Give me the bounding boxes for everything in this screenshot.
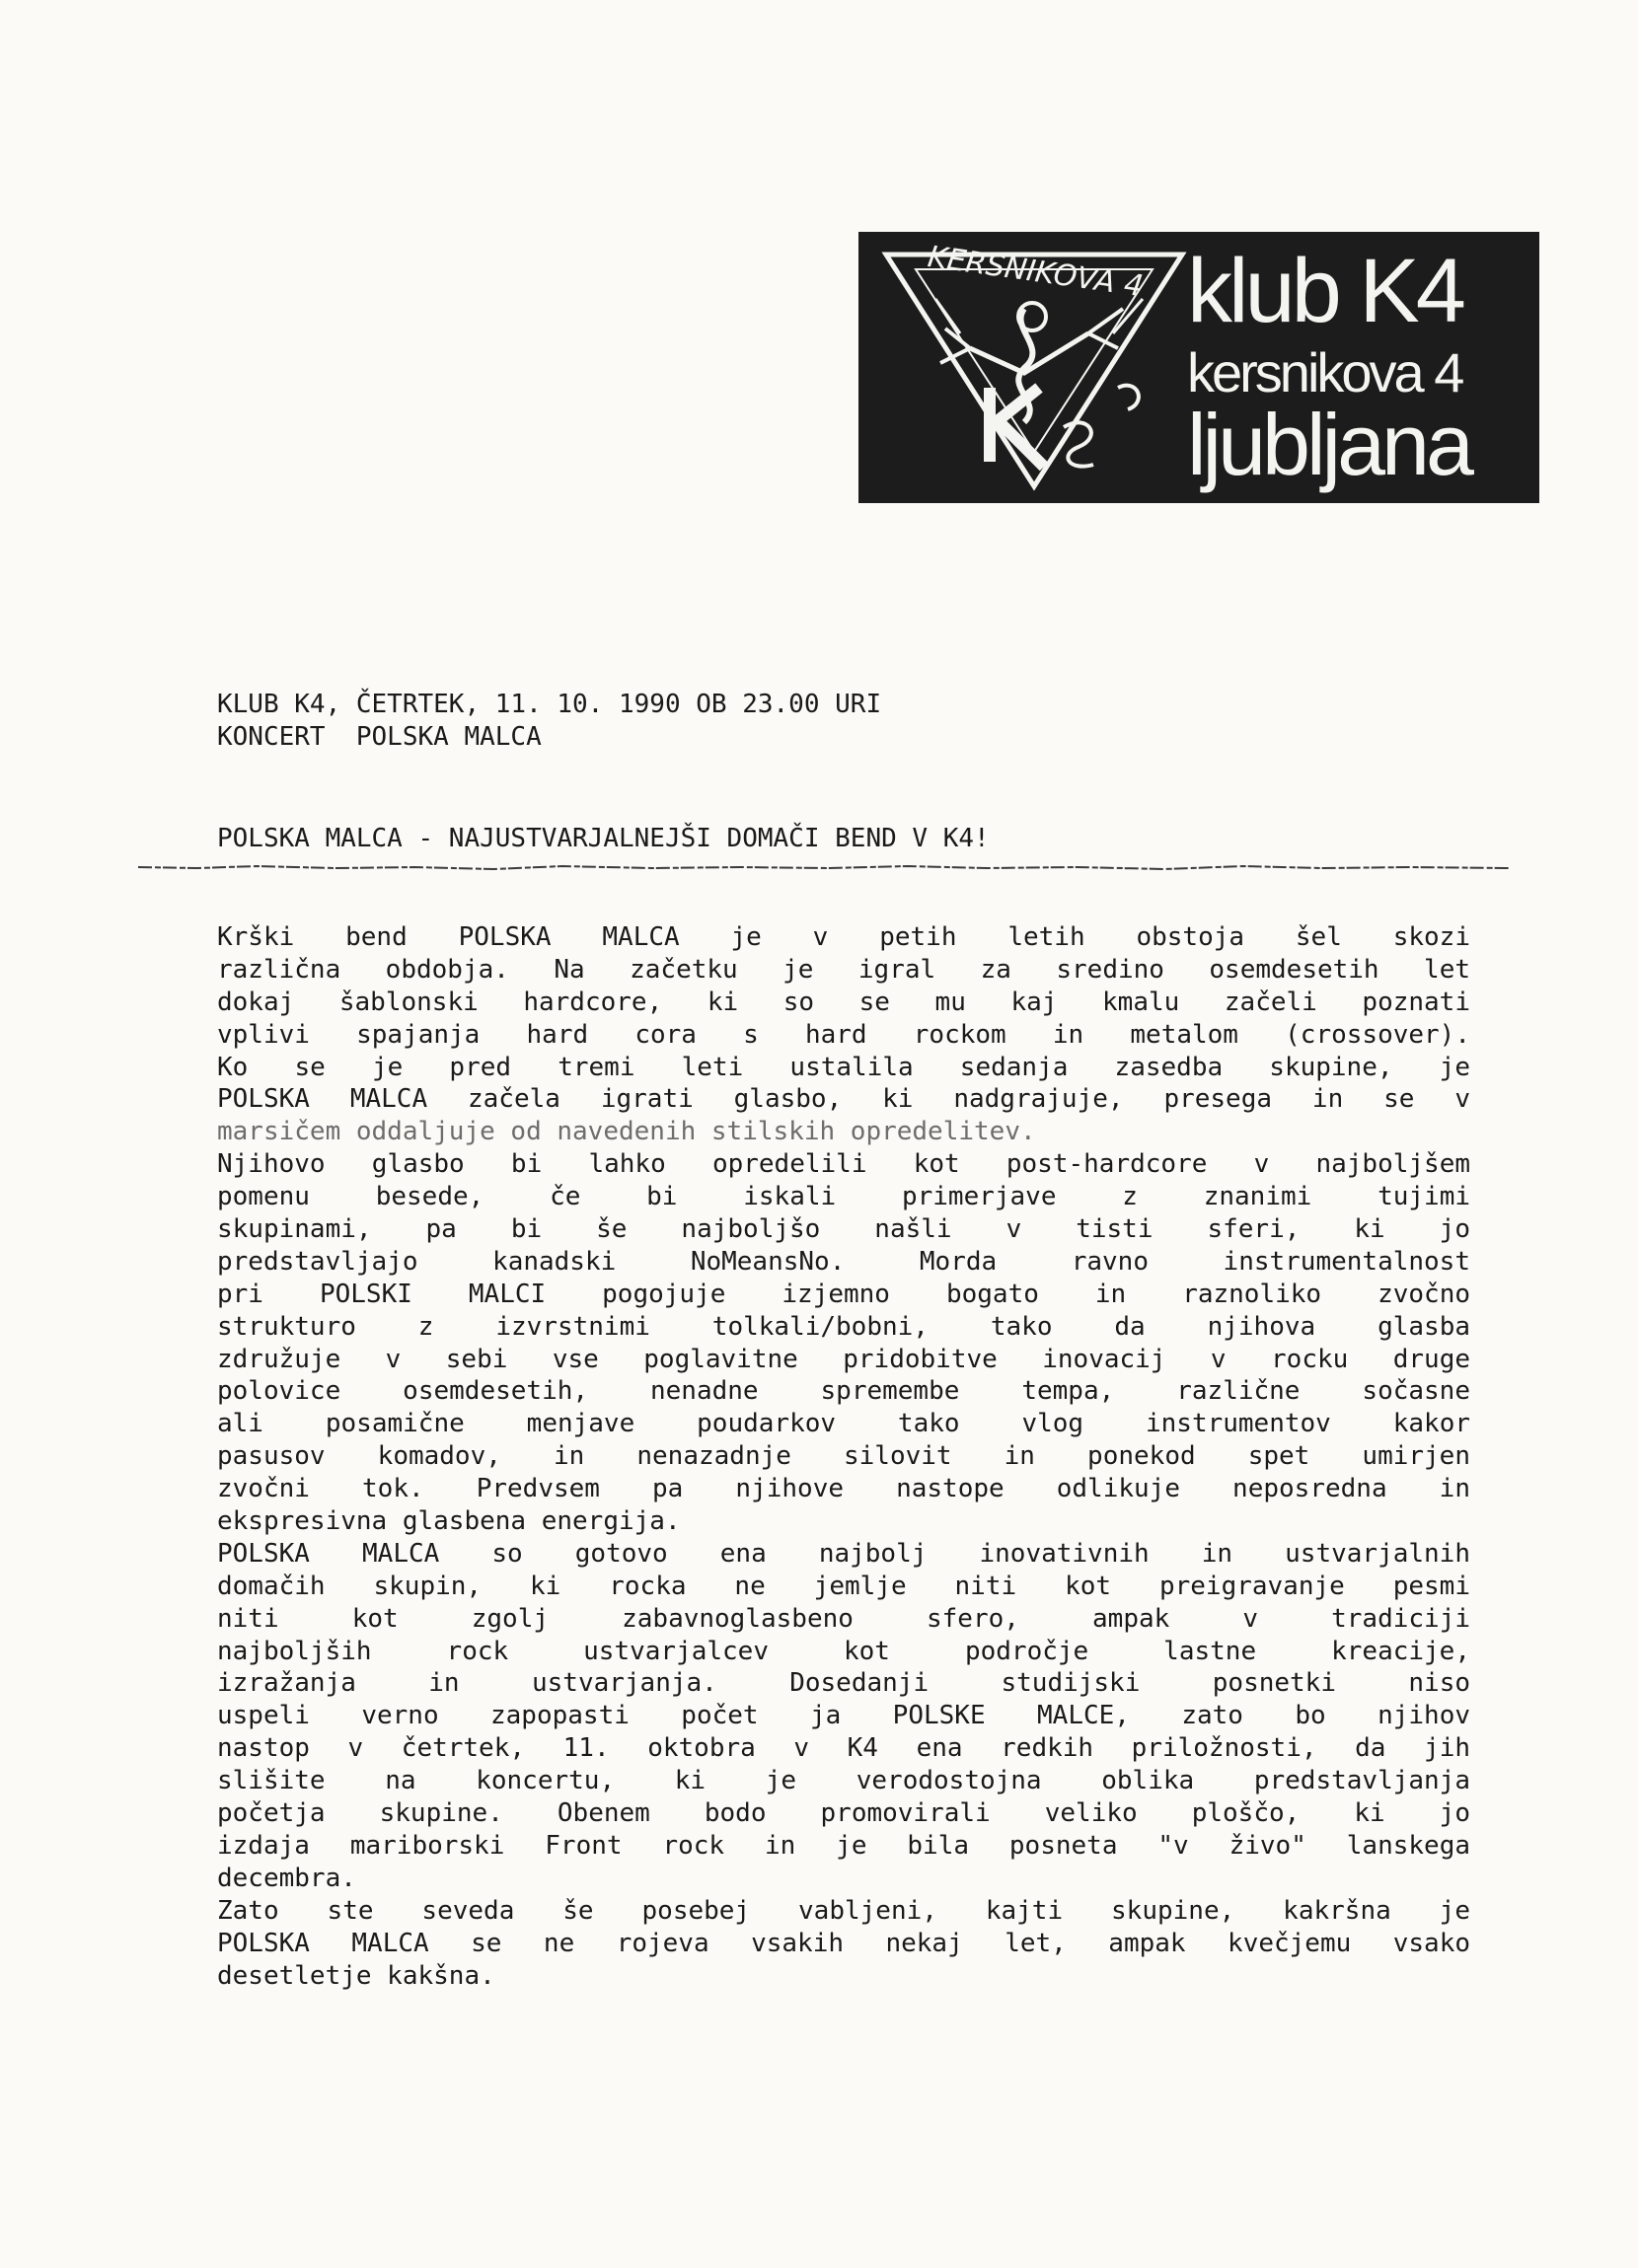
event-date-line: KLUB K4, ČETRTEK, 11. 10. 1990 OB 23.00 URI bbox=[217, 690, 882, 719]
body-line: polovice osemdesetih, nenadne spremembe tempa, različne sočasne bbox=[217, 1376, 1470, 1407]
body-line: predstavljajo kanadski NoMeansNo. Morda ravno instrumentalnost bbox=[217, 1246, 1470, 1277]
body-line: nastop v četrtek, 11. oktobra v K4 ena redkih priložnosti, da jih bbox=[217, 1733, 1470, 1764]
logo-art-lettering: KERSNIKOVA 4 bbox=[925, 240, 1146, 305]
club-logo bbox=[858, 232, 1539, 503]
body-line: početja skupine. Obenem bodo promovirali veliko ploščo, ki jo bbox=[217, 1798, 1470, 1829]
body-line: desetletje kakšna. bbox=[217, 1960, 495, 1991]
body-line: Krški bend POLSKA MALCA je v petih letih obstoja šel skozi bbox=[217, 922, 1470, 952]
body-line: ekspresivna glasbena energija. bbox=[217, 1506, 681, 1537]
logo-address: kersnikova 4 bbox=[1187, 341, 1462, 403]
body-line: Zato ste seveda še posebej vabljeni, kajti skupine, kakršna je bbox=[217, 1895, 1470, 1926]
body-line: izdaja mariborski Front rock in je bila posneta "v živo" lanskega bbox=[217, 1830, 1470, 1861]
body-line: izražanja in ustvarjanja. Dosedanji studijski posnetki niso bbox=[217, 1668, 1470, 1699]
body-line: POLSKA MALCA začela igrati glasbo, ki nadgrajuje, presega in se v bbox=[217, 1084, 1470, 1115]
body-line: skupinami, pa bi še najboljšo našli v tisti sferi, ki jo bbox=[217, 1214, 1470, 1245]
body-line: pri POLSKI MALCI pogojuje izjemno bogato in raznoliko zvočno bbox=[217, 1279, 1470, 1309]
logo-city: ljubljana bbox=[1187, 396, 1470, 493]
torn-divider bbox=[138, 863, 1510, 871]
body-line: Njihovo glasbo bi lahko opredelili kot post-hardcore v najboljšem bbox=[217, 1149, 1470, 1180]
body-line: različna obdobja. Na začetku je igral za sredino osemdesetih let bbox=[217, 954, 1470, 985]
body-line: niti kot zgolj zabavnoglasbeno sfero, ampak v tradiciji bbox=[217, 1603, 1470, 1634]
body-line: vplivi spajanja hard cora s hard rockom in metalom (crossover). bbox=[217, 1019, 1470, 1050]
press-body bbox=[217, 921, 1470, 1992]
body-line: decembra. bbox=[217, 1863, 356, 1893]
press-headline: POLSKA MALCA - NAJUSTVARJALNEJŠI DOMAČI BEND V K4! bbox=[217, 824, 990, 853]
body-line: domačih skupin, ki rocka ne jemlje niti kot preigravanje pesmi bbox=[217, 1571, 1470, 1601]
body-line: združuje v sebi vse poglavitne pridobitve inovacij v rocku druge bbox=[217, 1344, 1470, 1374]
body-line: uspeli verno zapopasti počet ja POLSKE MALCE, zato bo njihov bbox=[217, 1701, 1470, 1731]
body-line: najboljših rock ustvarjalcev kot področje lastne kreacije, bbox=[217, 1636, 1470, 1666]
body-line: POLSKA MALCA se ne rojeva vsakih nekaj let, ampak kvečjemu vsako bbox=[217, 1928, 1470, 1958]
body-line: pasusov komadov, in nenazadnje silovit in ponekod spet umirjen bbox=[217, 1441, 1470, 1472]
body-line: strukturo z izvrstnimi tolkali/bobni, tako da njihova glasba bbox=[217, 1311, 1470, 1342]
body-line: slišite na koncertu, ki je verodostojna oblika predstavljanja bbox=[217, 1766, 1470, 1796]
logo-illustration-icon bbox=[876, 240, 1192, 496]
body-line: dokaj šablonski hardcore, ki so se mu kaj kmalu začeli poznati bbox=[217, 987, 1470, 1017]
event-header bbox=[217, 689, 881, 754]
event-concert-line: KONCERT POLSKA MALCA bbox=[217, 722, 542, 752]
body-line: pomenu besede, če bi iskali primerjave z znanimi tujimi bbox=[217, 1182, 1470, 1212]
logo-club-name: klub K4 bbox=[1187, 241, 1462, 341]
body-line: ali posamične menjave poudarkov tako vlog instrumentov kakor bbox=[217, 1409, 1470, 1439]
body-line: zvočni tok. Predvsem pa njihove nastope odlikuje neposredna in bbox=[217, 1474, 1470, 1504]
body-line: POLSKA MALCA so gotovo ena najbolj inovativnih in ustvarjalnih bbox=[217, 1538, 1470, 1569]
body-line: marsičem oddaljuje od navedenih stilskih opredelitev. bbox=[217, 1117, 1036, 1147]
body-line: Ko se je pred tremi leti ustalila sedanja zasedba skupine, je bbox=[217, 1052, 1470, 1082]
